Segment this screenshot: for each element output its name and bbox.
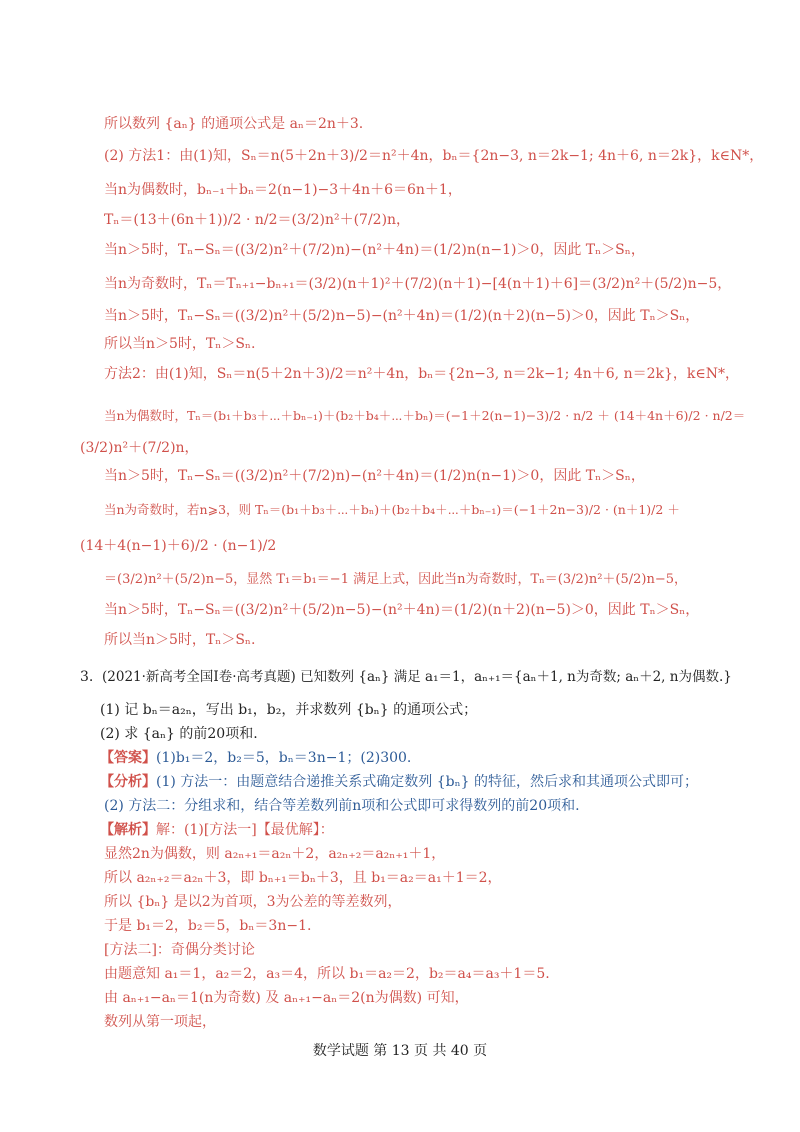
solution-line: (2) 方法1：由(1)知，Sₙ＝n(5＋2n＋3)/2＝n²＋4n，bₙ＝{2n−3, n＝2k−1; 4n＋6, n＝2k}，k∈N*， xyxy=(104,148,764,164)
solution-line: 数列从第一项起， xyxy=(104,1014,216,1030)
solution-line: 当n为偶数时，bₙ₋₁＋bₙ＝2(n−1)−3＋4n＋6＝6n＋1， xyxy=(104,182,462,198)
solution-line: (3/2)n²＋(7/2)n， xyxy=(80,440,199,456)
question-2: (2) 求 {aₙ} 的前20项和. xyxy=(100,726,258,742)
solution-line: 所以当n＞5时，Tₙ＞Sₙ. xyxy=(104,336,256,352)
solution-line: 当n为偶数时，Tₙ＝(b₁＋b₃＋⋯＋bₙ₋₁)＋(b₂＋b₄＋⋯＋bₙ)＝(−1＋2(n−1)−3)/2 · n/2 ＋ (14＋4n＋6)/2 · n/2＝ xyxy=(104,408,746,423)
solution-line: 当n＞5时，Tₙ−Sₙ＝((3/2)n²＋(7/2)n)−(n²＋4n)＝(1/2)n(n−1)＞0，因此 Tₙ＞Sₙ， xyxy=(104,468,645,484)
solution-header xyxy=(100,820,334,840)
analysis-text-1: (1) 方法一：由题意结合递推关系式确定数列 {bₙ} 的特征，然后求和其通项公式即可； xyxy=(156,774,699,790)
solution-line: 于是 b₁＝2，b₂＝5，bₙ＝3n−1. xyxy=(104,918,312,934)
solution-line: [方法二]：奇偶分类讨论 xyxy=(104,942,255,958)
solution-line: 所以 a₂ₙ₊₂＝a₂ₙ＋3，即 bₙ₊₁＝bₙ＋3，且 b₁＝a₂＝a₁＋1＝2， xyxy=(104,870,502,886)
problem-number: 3. xyxy=(80,669,94,685)
solution-line: 当n为奇数时，Tₙ＝Tₙ₊₁−bₙ₊₁＝(3/2)(n＋1)²＋(7/2)(n＋1)−[4(n＋1)＋6]＝(3/2)n²＋(5/2)n−5， xyxy=(104,276,732,292)
solution-line: Tₙ＝(13＋(6n＋1))/2 · n/2＝(3/2)n²＋(7/2)n， xyxy=(104,212,411,228)
solution-line: 当n＞5时，Tₙ−Sₙ＝((3/2)n²＋(5/2)n−5)−(n²＋4n)＝(1/2)(n＋2)(n−5)＞0，因此 Tₙ＞Sₙ， xyxy=(104,602,700,618)
solution-line: 方法2：由(1)知，Sₙ＝n(5＋2n＋3)/2＝n²＋4n，bₙ＝{2n−3, n＝2k−1; 4n＋6, n＝2k}，k∈N*， xyxy=(104,366,739,382)
analysis-text-2: (2) 方法二：分组求和，结合等差数列前n项和公式即可求得数列的前20项和. xyxy=(104,798,580,814)
analysis-row xyxy=(100,772,698,792)
solution-line: 当n为奇数时，若n⩾3，则 Tₙ＝(b₁＋b₃＋⋯＋bₙ)＋(b₂＋b₄＋⋯＋bₙ₋₁)＝(−1＋2n−3)/2 · (n＋1)/2 ＋ xyxy=(104,502,680,517)
problem-stem: (2021·新高考全国Ⅰ卷·高考真题) 已知数列 {aₙ} 满足 a₁＝1，aₙ₊₁＝{aₙ＋1, n为奇数; aₙ＋2, n为偶数.} xyxy=(102,669,732,685)
solution-line: 所以当n＞5时，Tₙ＞Sₙ. xyxy=(104,632,256,648)
solution-line: 当n＞5时，Tₙ−Sₙ＝((3/2)n²＋(7/2)n)−(n²＋4n)＝(1/2)n(n−1)＞0，因此 Tₙ＞Sₙ， xyxy=(104,242,645,258)
page-footer: 数学试题 第 13 页 共 40 页 xyxy=(312,1043,488,1059)
analysis-tag: 【分析】 xyxy=(100,774,156,790)
answer-row xyxy=(100,748,411,768)
solution-line: 显然2n为偶数，则 a₂ₙ₊₁＝a₂ₙ＋2，a₂ₙ₊₂＝a₂ₙ₊₁＋1， xyxy=(104,846,446,862)
answer-text: (1)b₁＝2，b₂＝5，bₙ＝3n−1；(2)300. xyxy=(156,750,412,766)
solution-line: 当n＞5时，Tₙ−Sₙ＝((3/2)n²＋(5/2)n−5)−(n²＋4n)＝(1/2)(n＋2)(n−5)＞0，因此 Tₙ＞Sₙ， xyxy=(104,308,700,324)
solution-line: (14＋4(n−1)＋6)/2 · (n−1)/2 xyxy=(80,538,277,554)
solution-line: 由题意知 a₁＝1，a₂＝2，a₃＝4，所以 b₁＝a₂＝2，b₂＝a₄＝a₃＋1＝5. xyxy=(104,966,550,982)
solution-tag: 【解析】 xyxy=(100,822,156,838)
question-1: (1) 记 bₙ＝a₂ₙ，写出 b₁，b₂，并求数列 {bₙ} 的通项公式； xyxy=(100,702,478,718)
solution-line: 由 aₙ₊₁−aₙ＝1(n为奇数) 及 aₙ₊₁−aₙ＝2(n为偶数) 可知， xyxy=(104,990,469,1006)
solution-line: 解：(1)[方法一]【最优解】： xyxy=(156,822,334,838)
solution-line: ＝(3/2)n²＋(5/2)n−5，显然 T₁＝b₁＝−1 满足上式，因此当n为奇数时，Tₙ＝(3/2)n²＋(5/2)n−5， xyxy=(104,572,688,587)
solution-line: 所以数列 {aₙ} 的通项公式是 aₙ＝2n＋3. xyxy=(104,116,364,132)
answer-tag: 【答案】 xyxy=(100,750,156,766)
solution-line: 所以 {bₙ} 是以2为首项，3为公差的等差数列， xyxy=(104,894,402,910)
